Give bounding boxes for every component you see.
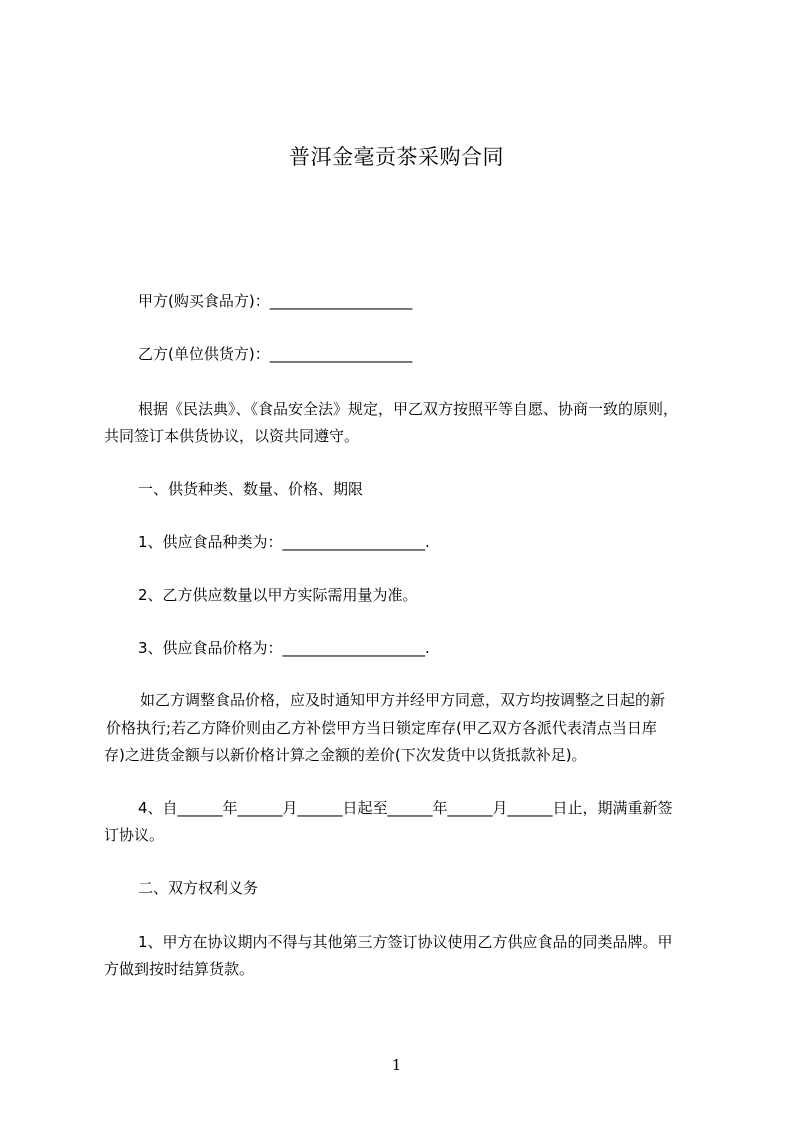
page-number: 1 <box>391 1056 402 1074</box>
party-a-line: 甲方(购买食品方)：___________________ <box>138 292 413 310</box>
section-2-heading: 二、双方权利义务 <box>138 879 259 897</box>
section-2-item-1-line-2: 方做到按时结算货款。 <box>104 960 255 978</box>
section-1-item-3: 3、供应食品价格为：___________________. <box>138 639 430 657</box>
section-1-item-4-line-1: 4、自______年______月______日起至______年______月______日止，期满重新签 <box>138 799 673 817</box>
section-1-item-4-line-2: 订协议。 <box>104 826 165 844</box>
section-2-item-1-line-1: 1、甲方在协议期内不得与其他第三方签订协议使用乙方供应食品的同类品牌。甲 <box>138 933 673 951</box>
section-1-heading: 一、供货种类、数量、价格、期限 <box>138 480 364 498</box>
price-adjust-line-1: 如乙方调整食品价格，应及时通知甲方并经甲方同意，双方均按调整之日起的新 <box>140 691 666 709</box>
document-title: 普洱金毫贡茶采购合同 <box>289 145 504 169</box>
price-adjust-line-2: 价格执行;若乙方降价则由乙方补偿甲方当日锁定库存(甲乙双方各派代表清点当日库 <box>106 719 657 737</box>
section-1-item-2: 2、乙方供应数量以甲方实际需用量为准。 <box>138 586 418 604</box>
section-1-item-1: 1、供应食品种类为：___________________. <box>138 533 430 551</box>
intro-line-2: 共同签订本供货协议，以资共同遵守。 <box>104 427 360 445</box>
intro-line-1: 根据《民法典》、《食品安全法》规定，甲乙双方按照平等自愿、协商一致的原则， <box>138 400 679 418</box>
price-adjust-line-3: 存)之进货金额与以新价格计算之金额的差价(下次发货中以货抵款补足)。 <box>104 746 587 764</box>
party-b-line: 乙方(单位供货方)：___________________ <box>138 345 413 363</box>
